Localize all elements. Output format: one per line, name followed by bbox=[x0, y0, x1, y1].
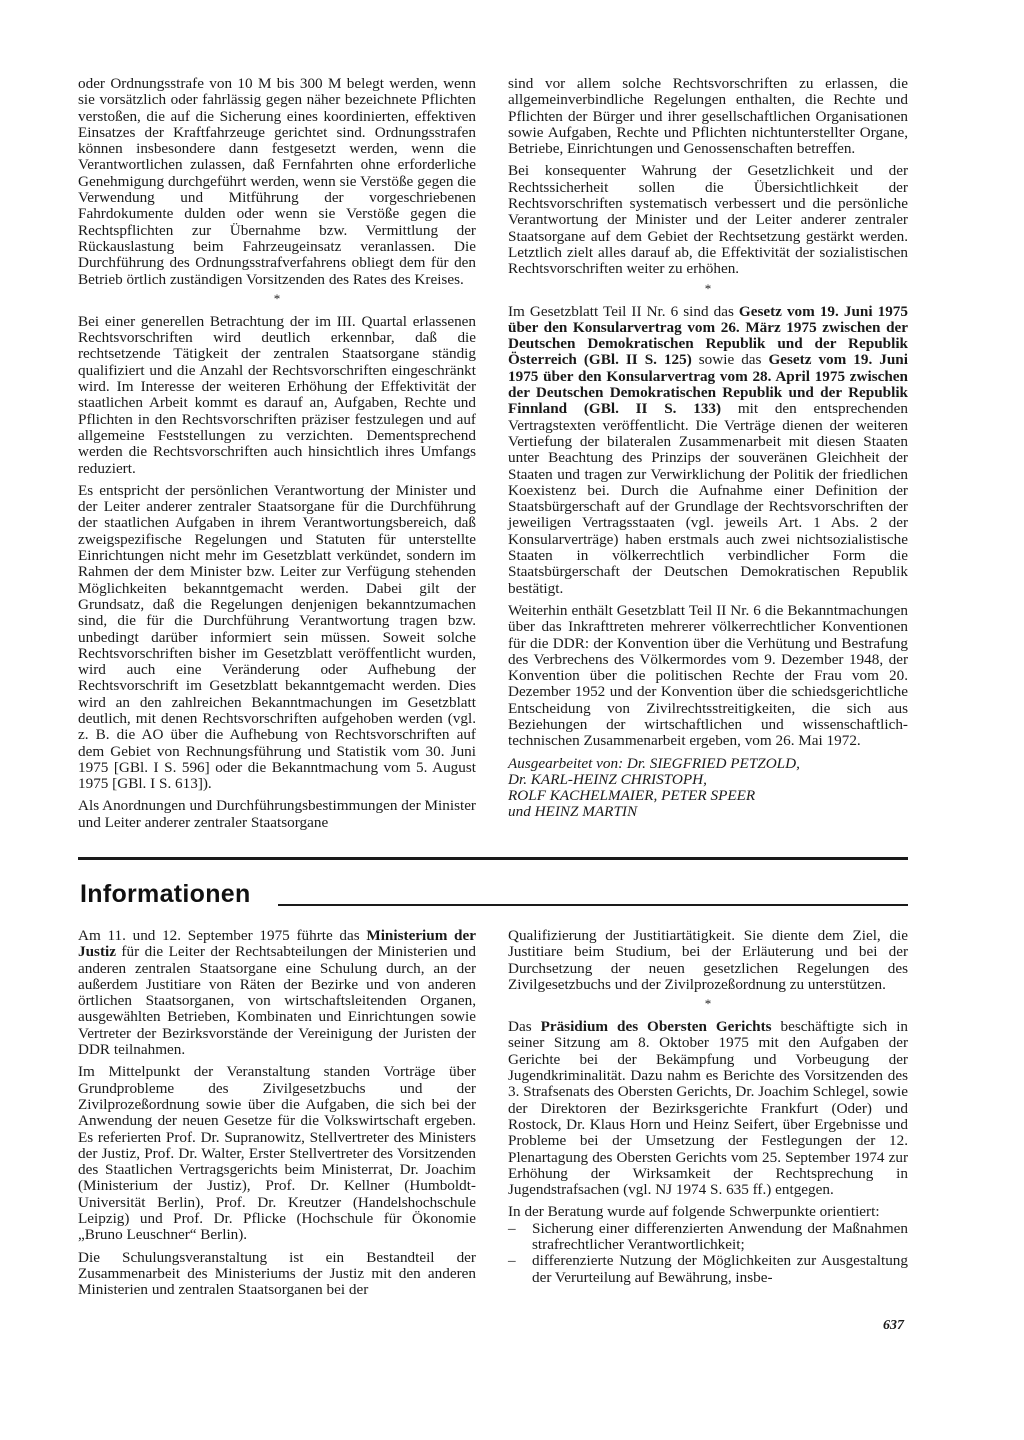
column-top-right bbox=[508, 76, 908, 821]
page-number: 637 bbox=[883, 1318, 904, 1333]
section-heading: Informationen bbox=[80, 880, 251, 908]
column-bottom-right bbox=[508, 928, 908, 1286]
list-item-text: differenzierte Nutzung der Möglichkeiten zur Ausgestaltung der Verurteilung auf Bewährung, insbe- bbox=[532, 1252, 908, 1286]
credit-line: ROLF KACHELMAIER, PETER SPEER bbox=[508, 787, 756, 805]
text-run: beschäftigte sich in seiner Sitzung am 8. Oktober 1975 mit den Aufgaben der Gerichte bei der Bekämpfung und Vorbeugung der Jugendkriminalität. Dazu nahm es Berichte des Vorsitzenden des 3. Strafsenats des Obersten Gerichts, Dr. Joachim Schlegel, sowie der Direktoren der Bezirksgerichte Frankfurt (Oder) und Rostock, Dr. Klaus Horn und Heinz Seifert, über Ergebnisse und Probleme bei der Umsetzung der Festlegungen der 12. Plenartagung des Obersten Gerichts vom 25. September 1974 zur Erhöhung der Wirksamkeit der Rechtsprechung in Jugendstrafsachen (vgl. NJ 1974 S. 635 ff.) entgegen. bbox=[508, 1018, 909, 1199]
text-run: mit den entsprechenden Vertragstexten veröffentlicht. Die Verträge dienen der weiteren Vertiefung der bilateralen Zusammenarbeit mit diesen Staaten unter Beachtung des Prinzips der souveränen Gleichheit der Staaten und tragen zur Verwirklichung der Politik der friedlichen Koexistenz bei. Durch die Aufnahme einer Definition der Staatsbürgerschaft auf der Grundlage der Rechtsvorschriften der jeweiligen Vertragsstaaten (vgl. jeweils Art. 1 Abs. 2 der Konsularverträge) haben erstmals auch zwei nichtsozialistische Staaten in völkerrechtlich verbindlicher Form die Staatsbürgerschaft der Deutschen Demokratischen Republik bestätigt. bbox=[508, 400, 908, 597]
list-item bbox=[508, 1221, 908, 1254]
paragraph: Qualifizierung der Justitiartätigkeit. Sie diente dem Ziel, die Justitiare beim Studium, bei der Erläuterung und bei der Durchsetzung der neuen gesetzlichen Regelungen des Zivilgesetzbuchs und der Zivilprozeßordnung zu unterstützen. bbox=[508, 927, 908, 993]
paragraph: oder Ordnungsstrafe von 10 M bis 300 M belegt werden, wenn sie vorsätzlich oder fahrlässig gegen näher bezeichnete Pflichten verstoßen, die auf die Sicherung eines koordinierten, effektiven Einsatzes der Kraftfahrzeuge gerichtet sind. Ordnungsstrafen können insbesondere dann festgesetzt werden, wenn die Verantwortlichen zulassen, daß Fernfahrten ohne erforderliche Genehmigung durchgeführt werden, wenn sie Verstöße gegen die Verwendung und Mitführung der vorgeschriebenen Fahrdokumente dulden oder wenn sie Verstöße gegen die Rechtspflichten zur Übernahme bzw. Vermittlung der Rückauslastung beim Fahrzeugeinsatz veranlassen. Die Durchführung des Ordnungsstrafverfahrens obliegt dem für den Betrieb örtlich zuständigen Vorsitzenden des Rates des Kreises. bbox=[78, 75, 476, 288]
text-run: Am 11. und 12. September 1975 führte das bbox=[78, 927, 367, 944]
text-run: sowie das bbox=[691, 351, 769, 369]
paragraph: Es entspricht der persönlichen Verantwortung der Minister und der Leiter anderer zentraler Staatsorgane für die Durchführung der staatlichen Aufgaben in ihrem Verantwortungsbereich, daß zweigspezifische Regelungen und Statuten für unterstellte Einrichtungen nicht mehr im Gesetzblatt verkündet, sondern im Rahmen der dem Minister bzw. Leiter zur Verfügung stehenden Möglichkeiten bekanntgemacht werden. Dabei gilt der Grundsatz, daß die Regelungen denjenigen bekanntzumachen sind, die für die Durchführung Verantwortung tragen bzw. unbedingt darüber informiert sein müssen. Soweit solche Rechtsvorschriften bisher im Gesetzblatt veröffentlicht wurden, wird auch eine Veränderung oder Aufhebung der Rechtsvorschrift im Gesetzblatt bekanntgemacht werden. Dies wird an den zahlreichen Bekanntmachungen im Gesetzblatt deutlich, mit denen Rechtsvorschriften aufgehoben werden (vgl. z. B. die AO über die Aufhebung von Rechtsvorschriften auf dem Gebiet von Rechnungsführung und Statistik vom 30. Juni 1975 [GBl. I S. 596] oder die Bekanntmachung vom 5. August 1975 [GBl. I S. 613]). bbox=[78, 481, 476, 793]
paragraph: Als Anordnungen und Durchführungsbestimmungen der Minister und Leiter anderer zentraler Staatsorgane bbox=[78, 797, 476, 831]
column-bottom-left bbox=[78, 928, 476, 1305]
text-run: für die Leiter der Rechtsabteilungen der Ministerien und anderen zentralen Staatsorgane eine Schulung durch, an der außerdem Justitiare von Räten der Bezirke und von anderen örtlichen Staatsorganen, von wirtschaftsleitenden Organen, ausgewählten Betrieben, Kombinaten und Einrichtungen sowie Vertreter der Bezirksvorstände der Vereinigung der Juristen der DDR teilnahmen. bbox=[78, 943, 476, 1059]
author-credits bbox=[508, 756, 908, 821]
heading-underline bbox=[278, 904, 908, 906]
institution-name: Präsidium des Obersten Gerichts bbox=[540, 1018, 772, 1036]
paragraph: Im Mittelpunkt der Veranstaltung standen Vorträge über Grundprobleme des Zivilgesetzbuchs und der Zivilprozeßordnung sowie über die Aufgaben, die sich bei der Anwendung der neuen Gesetze für die Volkswirtschaft ergeben. Es referierten Prof. Dr. Supranowitz, Stellvertreter des Ministers der Justiz, Prof. Dr. Walter, Erster Stellvertreter des Vorsitzenden des Staatlichen Vertragsgerichts beim Ministerrat, Dr. Joachim (Ministerium der Justiz), Prof. Dr. Kellner (Humboldt-Universität Berlin), Prof. Dr. Kreutzer (Handelshochschule Leipzig) und Prof. Dr. Pflicke (Hochschule für Ökonomie „Bruno Leuschner“ Berlin). bbox=[78, 1063, 476, 1244]
paragraph bbox=[508, 1019, 908, 1198]
section-separator: * bbox=[704, 996, 712, 1012]
credit-line: Ausgearbeitet von: Dr. SIEGFRIED PETZOLD, bbox=[508, 754, 800, 772]
text-run: Das bbox=[508, 1018, 541, 1036]
list-item bbox=[508, 1253, 908, 1286]
credit-line: und HEINZ MARTIN bbox=[508, 803, 638, 821]
paragraph: Weiterhin enthält Gesetzblatt Teil II Nr. 6 die Bekanntmachungen über das Inkrafttreten mehrerer völkerrechtlicher Konventionen für die DDR: der Konvention über die Verhütung und Bestrafung des Verbrechens des Völkermordes vom 9. Dezember 1948, der Konvention über die politischen Rechte der Frau vom 20. Dezember 1952 und der Konvention über die schiedsgerichtliche Entscheidung von Zivilrechtsstreitigkeiten, die sich aus Beziehungen der wirtschaftlichen und wissenschaftlich-technischen Zusammenarbeit ergeben, vom 26. Mai 1972. bbox=[508, 601, 908, 750]
law-title: Gesetz vom 19. Juni 1975 über den Konsularvertrag vom 28. April 1975 zwischen der Deutschen Demokratischen Republik und der Republik Finnland (GBl. II S. 133) bbox=[508, 351, 908, 418]
section-divider bbox=[78, 857, 908, 860]
paragraph: In der Beratung wurde auf folgende Schwerpunkte orientiert: bbox=[508, 1203, 880, 1221]
section-separator: * bbox=[273, 290, 281, 306]
dash-marker: – bbox=[508, 1252, 516, 1270]
dash-marker: – bbox=[508, 1219, 516, 1237]
column-top-left bbox=[78, 76, 476, 837]
section-separator: * bbox=[704, 280, 712, 296]
institution-name: Ministerium der Justiz bbox=[78, 927, 476, 961]
text-run: Im Gesetzblatt Teil II Nr. 6 sind das bbox=[508, 302, 739, 320]
credit-line: Dr. KARL-HEINZ CHRISTOPH, bbox=[508, 770, 707, 788]
law-title: Gesetz vom 19. Juni 1975 über den Konsularvertrag vom 26. März 1975 zwischen der Deutschen Demokratischen Republik und der Republik Österreich (GBl. II S. 125) bbox=[508, 302, 908, 369]
paragraph bbox=[508, 304, 908, 597]
list-item-text: Sicherung einer differenzierten Anwendung der Maßnahmen strafrechtlicher Verantwortlichkeit; bbox=[532, 1219, 908, 1254]
paragraph bbox=[78, 928, 476, 1058]
paragraph: Bei einer generellen Betrachtung der im III. Quartal erlassenen Rechtsvorschriften wird deutlich erkennbar, daß die rechtsetzende Tätigkeit der zentralen Staatsorgane ständig qualifiziert und die Anzahl der Rechtsvorschriften eingeschränkt wird. Im Interesse der weiteren Erhöhung der Effektivität der staatlichen Arbeit kommt es darauf an, Aufgaben, Rechte und Pflichten in den Rechtsvorschriften präziser festzulegen und auf allgemeine Feststellungen zu verzichten. Dementsprechend werden die Rechtsvorschriften auch hinsichtlich ihres Umfangs reduziert. bbox=[78, 312, 476, 477]
paragraph: Bei konsequenter Wahrung der Gesetzlichkeit und der Rechtssicherheit sollen die Übersichtlichkeit der Rechtsvorschriften systematisch verbessert und die persönliche Verantwortung der Minister und der Leiter anderer zentraler Staatsorgane auf dem Gebiet der Rechtsetzung gestärkt werden. Letztlich zielt alles darauf ab, die Effektivität der sozialistischen Rechtsvorschriften weiter zu erhöhen. bbox=[508, 162, 908, 278]
focus-list bbox=[508, 1221, 908, 1286]
paragraph: sind vor allem solche Rechtsvorschriften zu erlassen, die allgemeinverbindliche Regelungen enthalten, die Rechte und Pflichten der Bürger und ihrer gesellschaftlichen Organisationen sowie Aufgaben, Rechte und Pflichten nichtunterstellter Organe, Betriebe, Einrichtungen und Genossenschaften betreffen. bbox=[508, 75, 908, 158]
paragraph: Die Schulungsveranstaltung ist ein Bestandteil der Zusammenarbeit des Ministeriums der Justiz mit den anderen Ministerien und zentralen Staatsorganen bei der bbox=[78, 1248, 476, 1299]
